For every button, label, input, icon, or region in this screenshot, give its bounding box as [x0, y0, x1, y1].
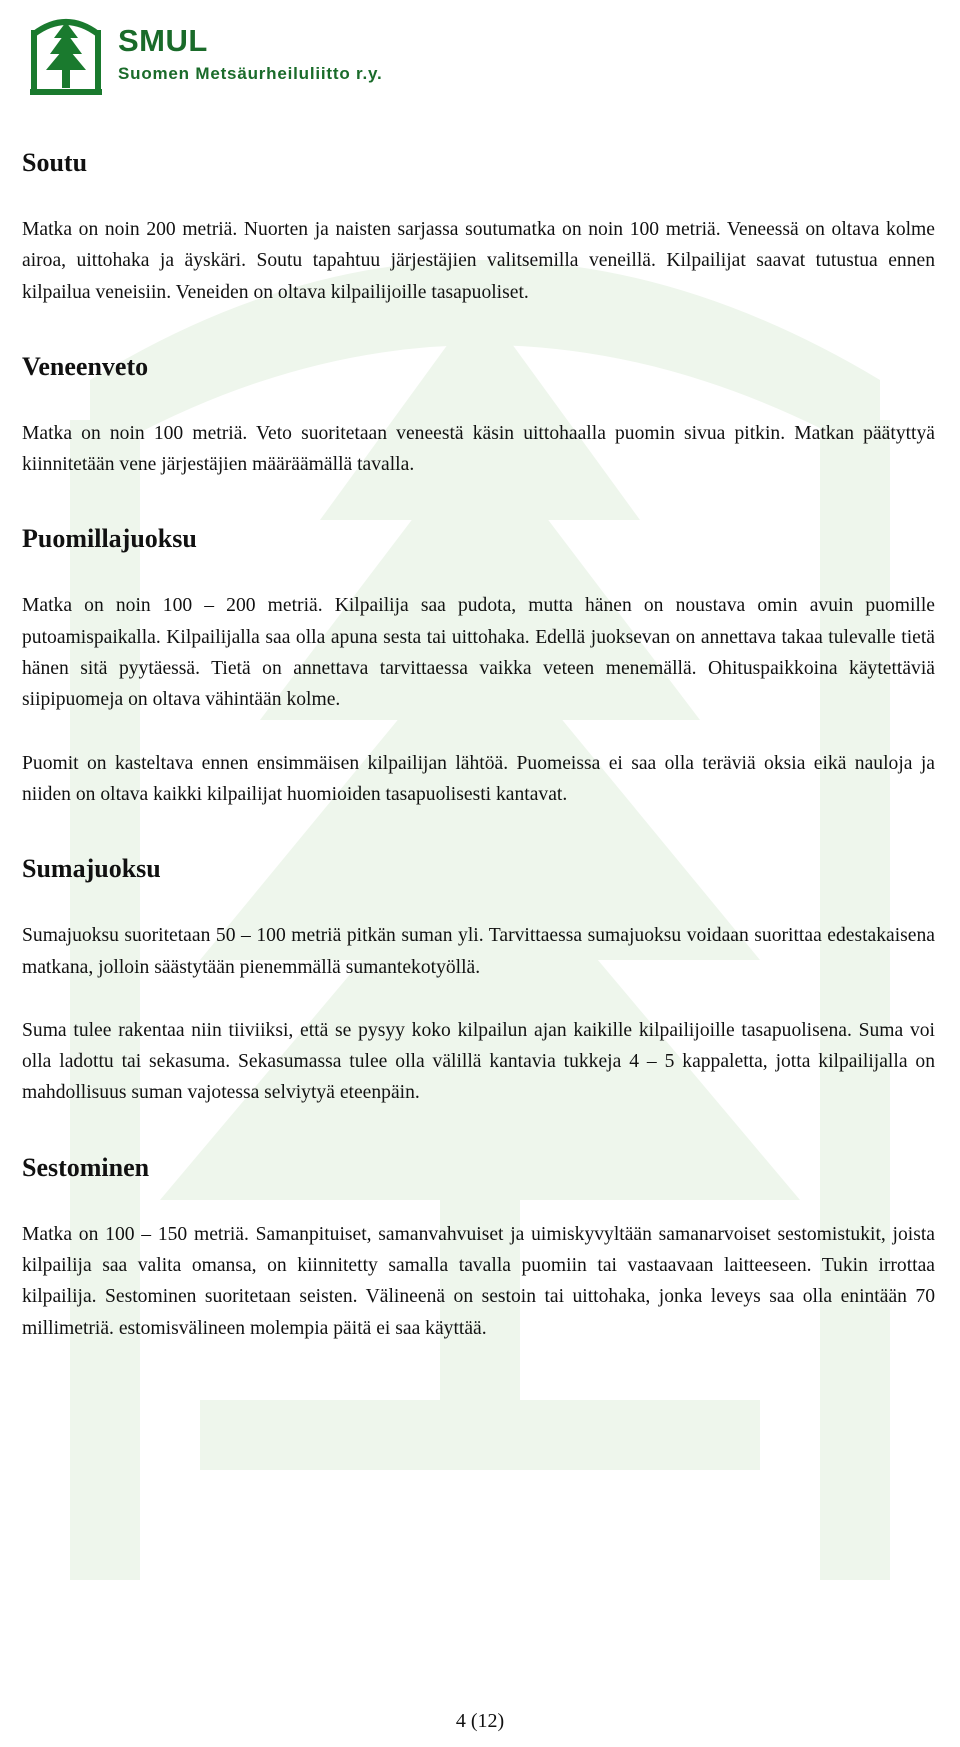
- section-heading: Sumajuoksu: [22, 854, 161, 884]
- section-heading: Soutu: [22, 148, 88, 177]
- paragraph: Matka on noin 100 metriä. Veto suoritetaan veneestä käsin uittohaalla puomin sivua pitkin. Matkan päätyttyä kiinnitetään vene järjestäjien määräämällä tavalla.: [22, 422, 935, 476]
- section-heading: Sestominen: [22, 1152, 150, 1182]
- paragraph: Puomit on kasteltava ennen ensimmäisen kilpailijan lähtöä. Puomeissa ei saa olla teräviä oksia eikä nauloja ja niiden on oltava kaikki kilpailijat huomioiden tasapuolisesti kantavat.: [22, 752, 935, 805]
- section-sestominen: [22, 1153, 935, 1344]
- section-veneenveto: [22, 352, 935, 481]
- paragraph: Matka on noin 100 – 200 metriä. Kilpailija saa pudota, mutta hänen on noustava omin avuin puomille putoamispaikalla. Kilpailijalla saa olla apuna sesta tai uittohaka. Edellä juoksevan on annettava takaa tulevalle tietä hänen sitä pyytäessä. Tietä on annettava tarvittaessa vaikka veteen menemällä. Ohituspaikkoina käytettäviä siipipuomeja on oltava vähintään kolme.: [22, 595, 935, 711]
- section-sumajuoksu: [22, 854, 935, 1108]
- page-number: 4 (12): [455, 1710, 505, 1732]
- page-header: [26, 8, 383, 104]
- paragraph: Matka on 100 – 150 metriä. Samanpituiset, samanvahvuiset ja uimiskyvyltään samanarvoiset sestomistukit, joista kilpailija saa valita omansa, on kiinnitetty samalla tavalla puomiin tai vastaavaan laitteeseen. Tukin irrottaa kilpailija. Sestominen suoritetaan seisten. Välineenä on sestoin tai uittohaka, jonka leveys saa olla enintään 70 millimetriä. estomisvälineen molempia päitä ei saa käyttää.: [22, 1223, 935, 1339]
- logo-title: SMUL: [118, 23, 208, 58]
- section-heading: Veneenveto: [22, 351, 149, 381]
- paragraph: Matka on noin 200 metriä. Nuorten ja naisten sarjassa soutumatka on noin 100 metriä. Veneessä on oltava kolme airoa, uittohaka ja äyskäri. Soutu tapahtuu järjestäjien valitsemilla veneillä. Kilpailijat saavat tutustua ennen kilpailua veneisiin. Veneiden on oltava kilpailijoille tasapuoliset.: [22, 219, 935, 303]
- section-heading: Puomillajuoksu: [22, 524, 197, 554]
- section-soutu: [22, 148, 935, 308]
- section-puomillajuoksu: [22, 524, 935, 810]
- logo-subtitle: Suomen Metsäurheiluliitto r.y.: [118, 64, 383, 83]
- paragraph: Suma tulee rakentaa niin tiiviiksi, että se pysyy koko kilpailun ajan kaikille kilpailijoille tasapuolisena. Suma voi olla ladottu tai sekasuma. Sekasumassa tulee olla välillä kantavia tukkeja 4 – 5 kappaletta, jotta kilpailijalla on mahdollisuus suman vajotessa selviytyä eteenpäin.: [22, 1019, 935, 1104]
- smul-tree-logo-icon: [26, 8, 106, 96]
- document-body: [22, 148, 935, 1344]
- paragraph: Sumajuoksu suoritetaan 50 – 100 metriä pitkän suman yli. Tarvittaessa sumajuoksu voidaan suorittaa edestakaisena matkana, jolloin säästytään pienemmällä sumantekotyöllä.: [22, 925, 935, 978]
